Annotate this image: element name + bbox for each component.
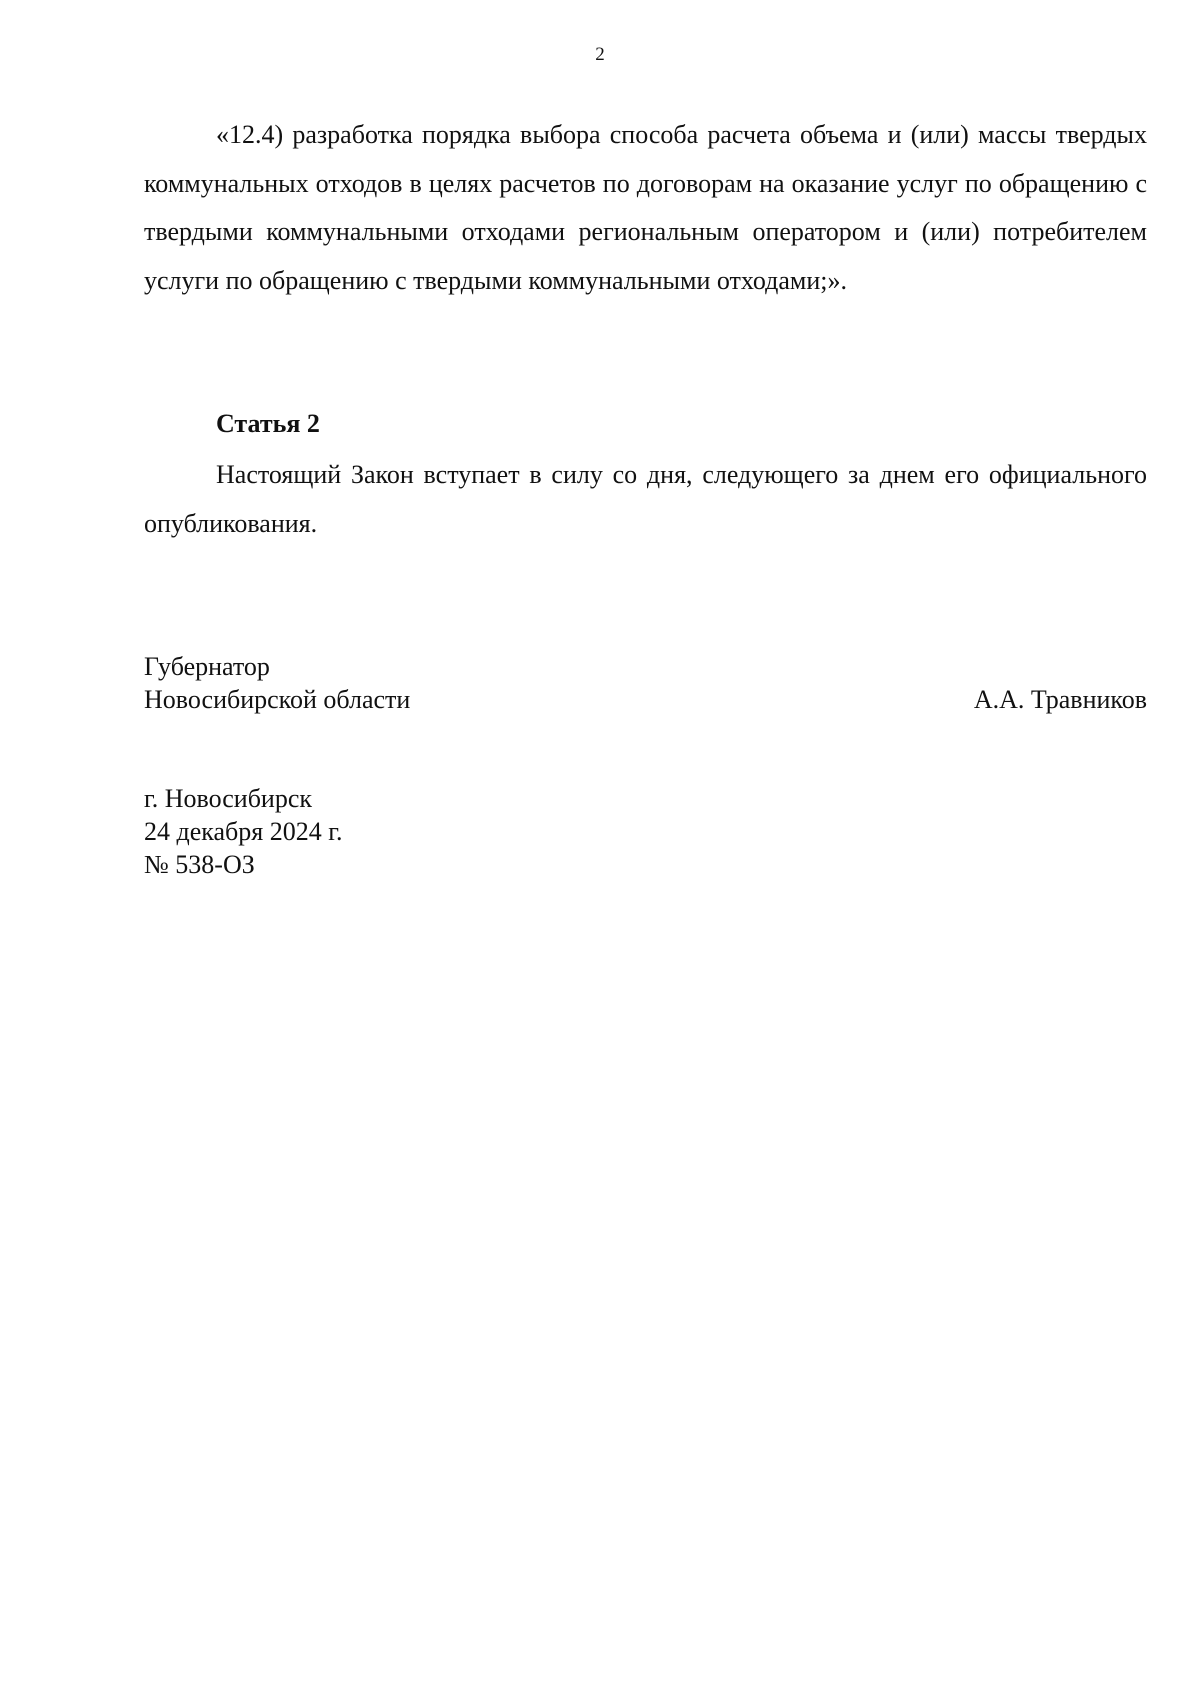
article-title: Статья 2: [216, 409, 320, 438]
law-number: № 538-ОЗ: [144, 850, 255, 879]
signatory-name: А.А. Травников: [973, 685, 1147, 714]
signature-block: [144, 650, 1147, 716]
page-number: 2: [595, 44, 605, 65]
signatory-position-line2: Новосибирской области: [144, 685, 411, 714]
article-text: Настоящий Закон вступает в силу со дня, следующего за днем его официального опубликования.: [144, 460, 1147, 538]
paragraph-12-4: «12.4) разработка порядка выбора способа расчета объема и (или) массы твердых коммунальных отходов в целях расчетов по договорам на оказание услуг по обращению с твердыми коммунальными отходами региональным оператором и (или) потребителем услуги по обращению с твердыми коммунальными отходами;».: [144, 120, 1147, 295]
place-date-number-block: [144, 782, 342, 881]
city: г. Новосибирск: [144, 784, 313, 813]
signatory-position-line1: Губернатор: [144, 652, 270, 681]
date: 24 декабря 2024 г.: [144, 817, 343, 846]
